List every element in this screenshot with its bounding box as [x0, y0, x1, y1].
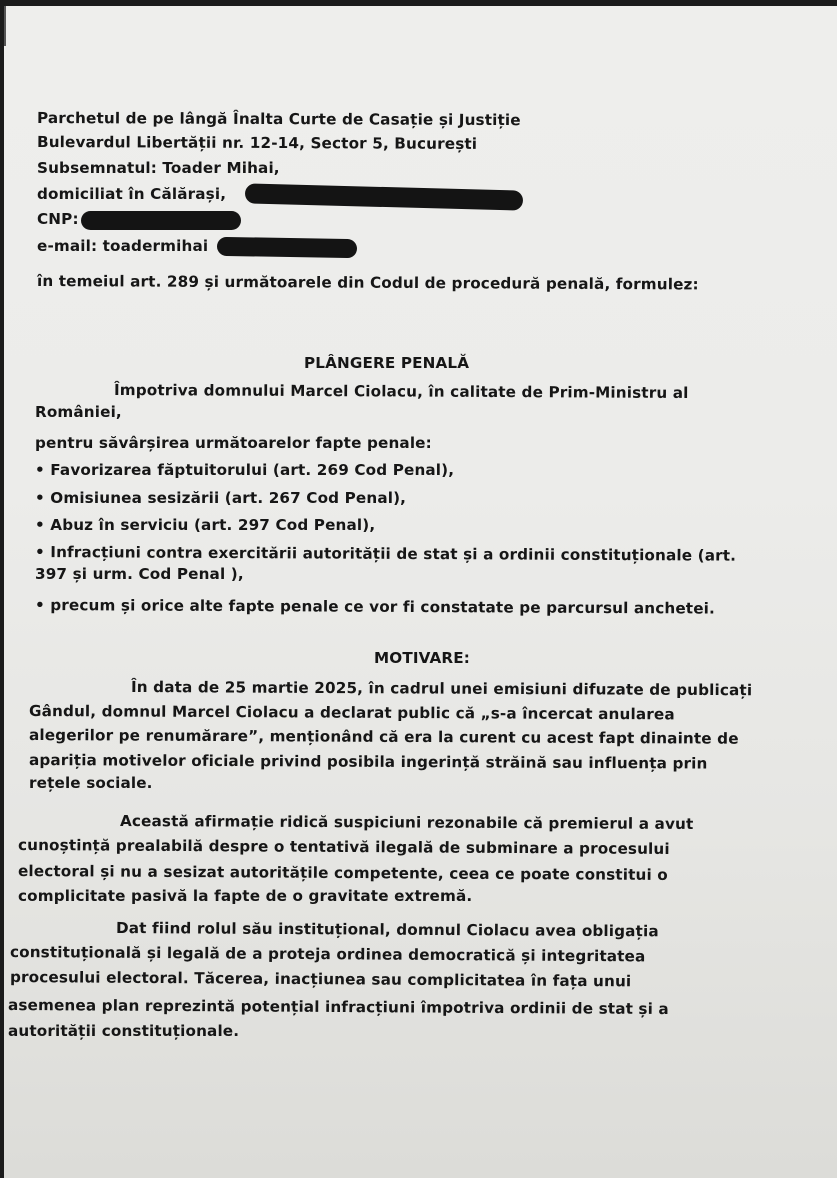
paragraph-3-line: Dat fiind rolul său instituțional, domnul Ciolacu avea obligația: [115, 919, 659, 941]
redaction-cnp: [81, 211, 241, 230]
redaction-address: [245, 183, 523, 210]
offenses-intro: pentru săvârșirea următoarelor fapte penale:: [35, 434, 432, 452]
signer-name: Subsemnatul: Toader Mihai,: [37, 159, 280, 177]
paragraph-1-line: rețele sociale.: [29, 774, 153, 792]
legal-basis-line: în temeiul art. 289 și următoarele din Codul de procedură penală, formulez:: [36, 272, 699, 294]
against-line-2: României,: [35, 403, 122, 421]
page-fold-mark: [4, 6, 6, 46]
paragraph-1-line: În data de 25 martie 2025, în cadrul unei emisiuni difuzate de publicați: [130, 678, 753, 700]
paragraph-2-line: cunoștință prealabilă despre o tentativă ilegală de subminare a procesului: [17, 836, 670, 858]
against-line-1: Împotriva domnului Marcel Ciolacu, în calitate de Prim-Ministru al: [113, 381, 689, 403]
paragraph-1-line: Gândul, domnul Marcel Ciolacu a declarat public că „s-a încercat anularea: [28, 702, 675, 724]
paragraph-3-line: autorității constituționale.: [8, 1022, 240, 1040]
offense-item-continued: 397 și urm. Cod Penal ),: [35, 565, 244, 583]
cnp-label: CNP:: [37, 210, 79, 228]
paragraph-1-line: apariția motivelor oficiale privind posibila ingerință străină sau influența prin: [28, 751, 708, 773]
offense-item: • Favorizarea făptuitorului (art. 269 Cod Penal),: [35, 461, 455, 479]
offense-item: • Infracțiuni contra exercitării autorității de stat și a ordinii constituționale (art.: [34, 543, 737, 565]
motivation-title: MOTIVARE:: [374, 649, 471, 667]
paragraph-3-line: procesului electoral. Tăcerea, inacțiunea sau complicitatea în fața unui: [9, 968, 632, 991]
document-page: [4, 6, 837, 1178]
paragraph-3-line: constituțională și legală de a proteja ordinea democratică și integritatea: [9, 943, 646, 966]
complaint-title: PLÂNGERE PENALĂ: [304, 354, 470, 372]
redaction-email: [217, 237, 357, 258]
offense-item: • Abuz în serviciu (art. 297 Cod Penal),: [35, 516, 376, 534]
offense-item: • precum și orice alte fapte penale ce vor fi constatate pe parcursul anchetei.: [34, 596, 716, 618]
addressee-line-1: Parchetul de pe lângă Înalta Curte de Casație și Justiție: [36, 109, 521, 130]
addressee-line-2: Bulevardul Libertății nr. 12-14, Sector 5, București: [36, 133, 478, 153]
paragraph-2-line: Această afirmație ridică suspiciuni rezonabile că premierul a avut: [119, 812, 694, 834]
paragraph-2-line: electoral și nu a sesizat autoritățile competente, ceea ce poate constitui o: [17, 862, 668, 884]
paragraph-2-line: complicitate pasivă la fapte de o gravitate extremă.: [18, 887, 473, 905]
domicile-line: domiciliat în Călărași,: [37, 185, 227, 203]
paragraph-1-line: alegerilor pe renumărare”, menționând că era la curent cu acest fapt dinainte de: [28, 726, 739, 748]
paragraph-3-line: asemenea plan reprezintă potențial infracțiuni împotriva ordinii de stat și a: [7, 996, 669, 1019]
offense-item: • Omisiunea sesizării (art. 267 Cod Penal),: [35, 489, 407, 507]
email-line: e-mail: toadermihai: [37, 237, 209, 255]
